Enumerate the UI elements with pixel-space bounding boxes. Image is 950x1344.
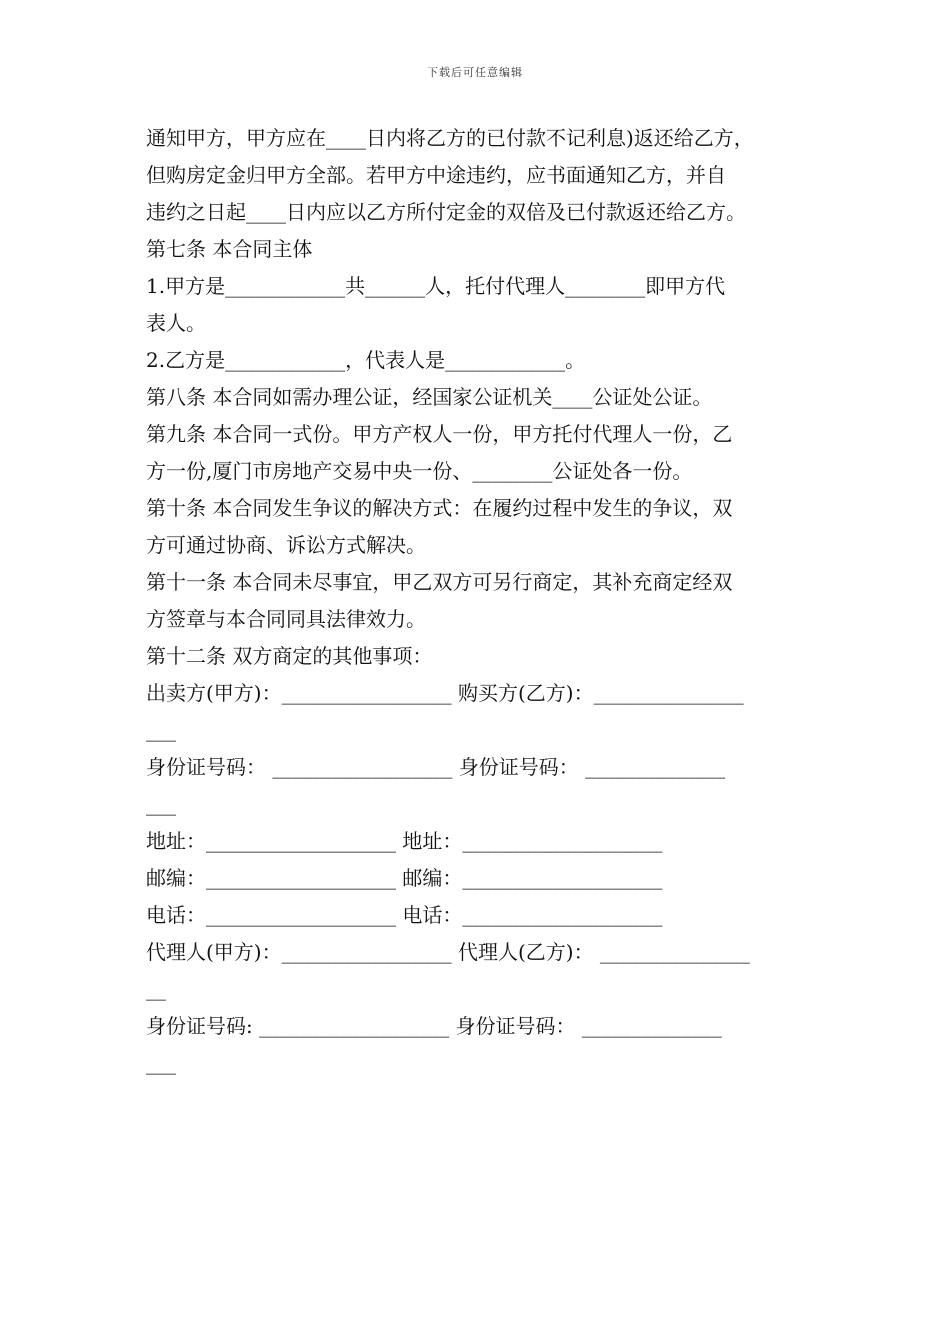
field-continuation: ___ <box>146 718 176 742</box>
text-line: 违约之日起____日内应以乙方所付定金的双倍及已付款返还给乙方。 <box>146 200 746 224</box>
address-field: 地址：___________________ 地址：____________________ <box>146 829 663 853</box>
clause-line: 第十条 本合同发生争议的解决方式：在履约过程中发生的争议，双 <box>146 496 733 520</box>
phone-field: 电话：___________________ 电话：____________________ <box>146 903 663 927</box>
text-line: 表人。 <box>146 311 206 335</box>
agent-field: 代理人(甲方)：_________________ 代理人(乙方)： _______________ <box>146 940 750 964</box>
clause-line: 第九条 本合同一式份。甲方产权人一份，甲方托付代理人一份，乙 <box>146 422 733 446</box>
clause-heading: 第十二条 双方商定的其他事项： <box>146 644 433 668</box>
text-line: 方签章与本合同同具法律效力。 <box>146 607 426 631</box>
field-continuation: __ <box>146 977 166 1001</box>
page-header: 下载后可任意编辑 <box>427 66 523 79</box>
seller-buyer-field: 出卖方(甲方)：_________________ 购买方(乙方)：_______________ <box>146 681 744 705</box>
clause-line: 第八条 本合同如需办理公证，经国家公证机关____公证处公证。 <box>146 385 713 409</box>
text-line: 2.乙方是____________，代表人是____________。 <box>146 348 586 372</box>
text-line: 1.甲方是____________共______人，托付代理人________即甲方代 <box>146 274 726 298</box>
clause-line: 第十一条 本合同未尽事宜，甲乙双方可另行商定，其补充商定经双 <box>146 570 733 594</box>
field-continuation: ___ <box>146 1051 176 1075</box>
text-line: 方可通过协商、诉讼方式解决。 <box>146 533 426 557</box>
field-continuation: ___ <box>146 792 176 816</box>
clause-heading: 第七条 本合同主体 <box>146 237 313 261</box>
contract-body <box>146 120 816 1082</box>
text-line: 通知甲方，甲方应在____日内将乙方的已付款不记利息)返还给乙方， <box>146 126 754 150</box>
text-line: 方一份,厦门市房地产交易中央一份、________公证处各一份。 <box>146 459 693 483</box>
postcode-field: 邮编：___________________ 邮编：____________________ <box>146 866 663 890</box>
id-number-field: 身份证号码： __________________ 身份证号码： ______________ <box>146 755 726 779</box>
text-line: 但购房定金归甲方全部。若甲方中途违约，应书面通知乙方，并自 <box>146 163 726 187</box>
agent-id-number-field: 身份证号码: ___________________ 身份证号码： ______________ <box>146 1014 722 1038</box>
